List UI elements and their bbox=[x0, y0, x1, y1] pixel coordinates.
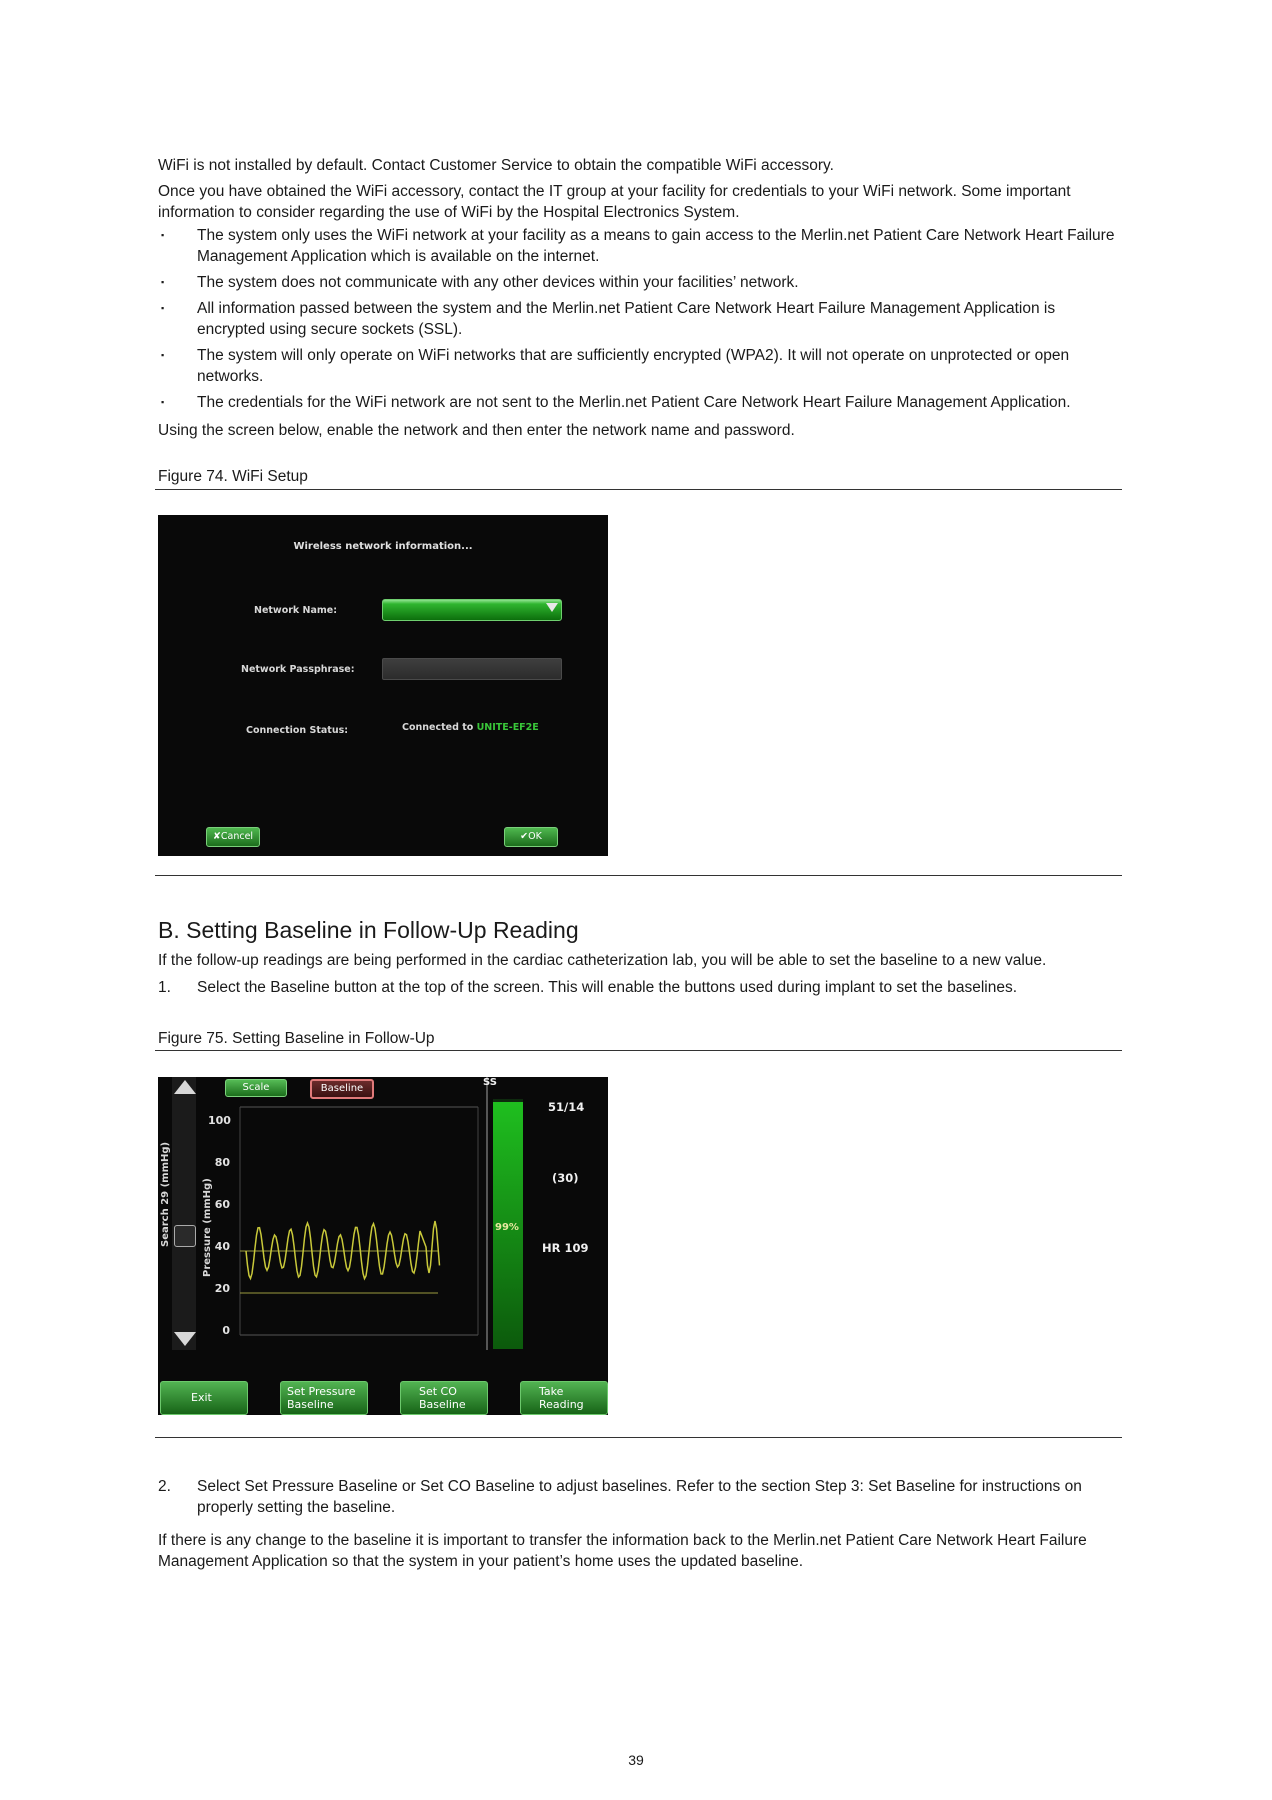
mean-pressure-readout: (30) bbox=[552, 1171, 579, 1185]
step-number: 2. bbox=[158, 1478, 171, 1495]
bullet-text: The system only uses the WiFi network at your facility as a means to gain access to the Merlin.net Patient Care Network Heart Failure Management Application which is available on the internet. bbox=[197, 227, 1115, 265]
status-network-name: UNITE-EF2E bbox=[476, 722, 539, 733]
bullet-mark: ▪ bbox=[161, 350, 165, 360]
page-number: 39 bbox=[628, 1752, 644, 1768]
figure-74-caption: Figure 74. WiFi Setup bbox=[158, 468, 308, 485]
bullet-mark: ▪ bbox=[161, 303, 165, 313]
y-tick-label: 40 bbox=[214, 1240, 230, 1253]
connection-status-label: Connection Status: bbox=[246, 725, 349, 736]
button-label-line: Baseline bbox=[419, 1398, 466, 1411]
pressure-readout: 51/14 bbox=[548, 1100, 585, 1114]
search-label: Search 29 (mmHg) bbox=[160, 1141, 171, 1247]
bullet-text: The system will only operate on WiFi networks that are sufficiently encrypted (WPA2). It will not operate on unprotected or open networks. bbox=[197, 347, 1070, 385]
set-co-baseline-button[interactable] bbox=[400, 1381, 488, 1415]
figure-74-bottom-rule bbox=[155, 875, 1122, 876]
pressure-axis-label: Pressure (mmHg) bbox=[202, 1178, 213, 1277]
bullet-mark: ▪ bbox=[161, 397, 165, 407]
pressure-waveform-plot bbox=[158, 1077, 608, 1377]
button-label-line: Take bbox=[539, 1385, 564, 1398]
figure-75-bottom-rule bbox=[155, 1437, 1122, 1438]
cancel-button[interactable]: ✘Cancel bbox=[206, 827, 260, 847]
set-pressure-baseline-button[interactable] bbox=[280, 1381, 368, 1415]
passphrase-label: Network Passphrase: bbox=[241, 664, 355, 675]
button-label-line: Set CO bbox=[419, 1385, 457, 1398]
y-tick-label: 60 bbox=[214, 1198, 230, 1211]
passphrase-field[interactable] bbox=[382, 658, 562, 680]
tab-baseline[interactable]: Baseline bbox=[310, 1079, 374, 1099]
chevron-down-icon bbox=[546, 603, 558, 612]
bullet-mark: ▪ bbox=[161, 277, 165, 287]
closing-paragraph: If there is any change to the baseline it is important to transfer the information back to the Merlin.net Patient Care Network Heart Failure Management Application so that the system in your patient’s home uses the updated baseline. bbox=[158, 1532, 1087, 1570]
section-b-paragraph: If the follow-up readings are being performed in the cardiac catheterization lab, you will be able to set the baseline to a new value. bbox=[158, 952, 1047, 969]
signal-strength-label: SS bbox=[483, 1077, 497, 1088]
instruction-paragraph: Using the screen below, enable the network and then enter the network name and password. bbox=[158, 422, 795, 439]
wifi-screen-title: Wireless network information... bbox=[293, 541, 473, 552]
follow-up-screen bbox=[158, 1077, 608, 1415]
step-text: Select the Baseline button at the top of the screen. This will enable the buttons used during implant to set the baselines. bbox=[197, 979, 1018, 996]
bullet-mark: ▪ bbox=[161, 230, 165, 240]
heart-rate-readout: HR 109 bbox=[542, 1241, 589, 1255]
wifi-setup-screen bbox=[158, 515, 608, 856]
signal-strength-percent: 99% bbox=[495, 1222, 519, 1233]
connection-status-value bbox=[402, 722, 539, 733]
button-label-line: Set Pressure bbox=[287, 1385, 356, 1398]
y-tick-label: 0 bbox=[222, 1324, 230, 1337]
network-name-dropdown[interactable] bbox=[382, 599, 562, 621]
figure-74-top-rule bbox=[155, 489, 1122, 490]
status-prefix: Connected to bbox=[402, 722, 474, 733]
section-b-heading: B. Setting Baseline in Follow-Up Reading bbox=[158, 917, 579, 943]
ok-button[interactable]: ✔OK bbox=[504, 827, 558, 847]
y-tick-label: 80 bbox=[214, 1156, 230, 1169]
exit-button[interactable] bbox=[160, 1381, 248, 1415]
signal-strength-divider bbox=[486, 1077, 488, 1350]
figure-75-top-rule bbox=[155, 1050, 1122, 1051]
exit-button-label: Exit bbox=[191, 1391, 212, 1404]
figure-75-caption: Figure 75. Setting Baseline in Follow-Up bbox=[158, 1030, 435, 1047]
y-tick-label: 20 bbox=[214, 1282, 230, 1295]
bullet-text: The system does not communicate with any other devices within your facilities’ network. bbox=[197, 274, 799, 291]
step-number: 1. bbox=[158, 979, 171, 996]
intro-paragraph-2: Once you have obtained the WiFi accessory, contact the IT group at your facility for credentials to your WiFi network. Some important information to consider regarding the use of WiFi by the Hospital Electronics System. bbox=[158, 183, 1071, 221]
bullet-text: The credentials for the WiFi network are not sent to the Merlin.net Patient Care Network Heart Failure Management Application. bbox=[197, 394, 1071, 411]
network-name-label: Network Name: bbox=[254, 605, 338, 616]
button-label-line: Reading bbox=[539, 1398, 584, 1411]
button-label-line: Baseline bbox=[287, 1398, 334, 1411]
y-tick-label: 100 bbox=[208, 1114, 231, 1127]
pressure-waveform bbox=[246, 1221, 440, 1279]
bullet-text: All information passed between the system and the Merlin.net Patient Care Network Heart Failure Management Application is encrypted using secure sockets (SSL). bbox=[197, 300, 1056, 338]
intro-paragraph-1: WiFi is not installed by default. Contact Customer Service to obtain the compatible WiFi accessory. bbox=[158, 157, 834, 174]
step-text: Select Set Pressure Baseline or Set CO Baseline to adjust baselines. Refer to the section Step 3: Set Baseline for instructions on properly setting the baseline. bbox=[197, 1478, 1082, 1516]
take-reading-button[interactable] bbox=[520, 1381, 608, 1415]
tab-scale[interactable]: Scale bbox=[225, 1079, 287, 1097]
